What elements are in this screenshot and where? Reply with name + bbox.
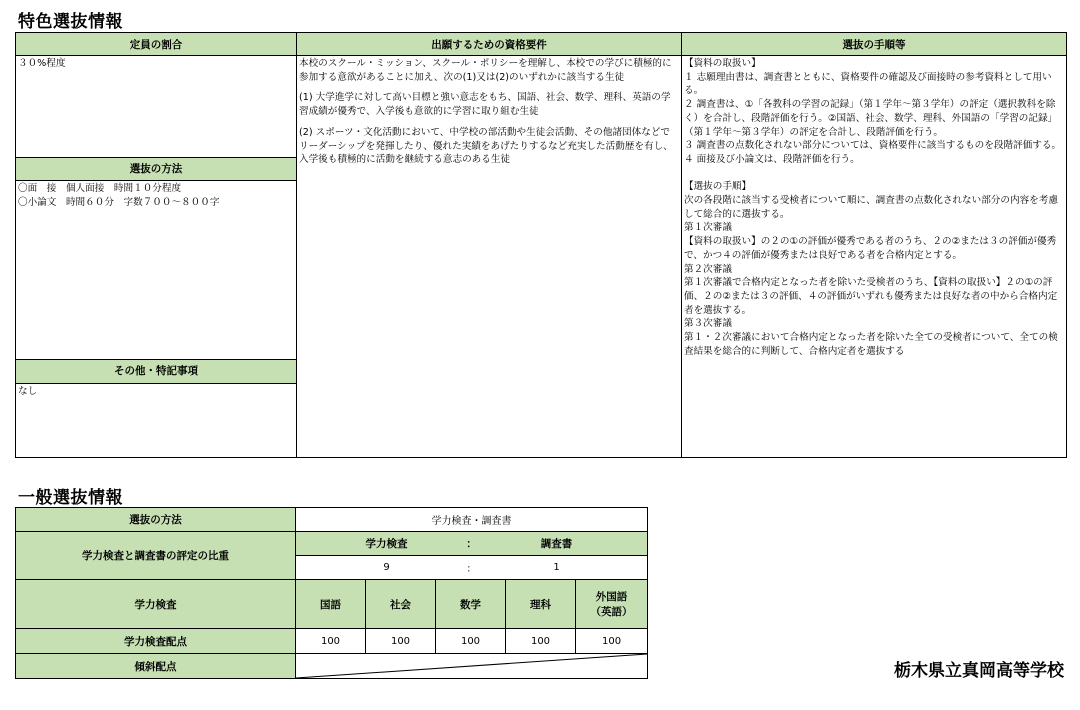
score-label: 学力検査配点 [16, 629, 296, 654]
score-social: 100 [366, 629, 436, 654]
school-name: 栃木県立真岡高等学校 [894, 661, 1064, 681]
other-value: なし [18, 386, 38, 397]
general-method-label: 選抜の方法 [16, 508, 296, 532]
requirement-1: (1) 大学進学に対して高い目標と強い意志をもち、国語、社会、数学、理科、英語の学習成績が優秀で、入学後も意欲的に学習に取り組む生徒 [299, 92, 671, 118]
general-selection-title: 一般選抜情報 [18, 488, 123, 508]
method-list [16, 181, 296, 360]
method-line-essay: 〇小論文 時間６０分 字数７００～８００字 [18, 196, 220, 208]
quota-header: 定員の割合 [16, 33, 297, 56]
method-header: 選抜の方法 [16, 158, 296, 181]
ratio-value-exam: 9 [383, 562, 390, 573]
procedure-text: 【資料の取扱い】 １ 志願理由書は、調査書とともに、資格要件の確認及び面接時の参考資料として用いる。 ２ 調査書は、①「各教科の学習の記録」（第１学年～第３学年）の評定（選択教科を除く）を合計し、段階評価を行う。②国語、社会、数学、理科、外国語の「学習の記録」（第１学年～第３学年）の評定を合計し、段階評価を行う。 ３ 調査書の点数化されない部分については、資格要件に該当するものを段階評価する。 ４ 面接及び小論文は、段階評価を行う。 【選抜の手順】 次の各段階に該当する受検者について順に、調査書の点数化されない部分の内容を考慮して総合的に選抜する。 第１次審議 【資料の取扱い】の２の①の評価が優秀である者のうち、２の②または３の評価が優秀で、かつ４の評価が優秀または良好である者を合格内定とする。 第２次審議 第１次審議で合格内定となった者を除いた受検者のうち、【資料の取扱い】２の①の評価、２の②または３の評価、４の評価がいずれも優秀または良好な者の中から合格内定者を選抜する。 第３次審議 第１・２次審議において合格内定となった者を除いた全ての受検者について、全ての検査結果を総合的に判断して、合格内定者を選抜する [682, 56, 1067, 458]
subject-english: 外国語 （英語） [576, 580, 648, 629]
ratio-head-report: 調査書 [540, 538, 573, 550]
score-english: 100 [576, 629, 648, 654]
left-column [16, 56, 297, 458]
ratio-value-report: 1 [553, 562, 560, 573]
procedure-header: 選抜の手順等 [682, 33, 1067, 56]
subject-math: 数学 [436, 580, 506, 629]
special-selection-table [15, 32, 1067, 458]
ratio-value-colon: ： [466, 564, 477, 575]
ratio-label: 学力検査と調査書の評定の比重 [16, 532, 296, 580]
score-science: 100 [506, 629, 576, 654]
slant-cell-empty [296, 654, 648, 679]
ratio-head-exam: 学力検査 [365, 538, 408, 550]
general-method-value: 学力検査・調査書 [296, 508, 648, 532]
subject-science: 理科 [506, 580, 576, 629]
score-math: 100 [436, 629, 506, 654]
ratio-colon: ： [466, 538, 477, 550]
slant-diagonal-line [296, 654, 647, 678]
special-selection-title: 特色選抜情報 [18, 12, 123, 32]
score-japanese: 100 [296, 629, 366, 654]
ratio-value-row [296, 556, 648, 580]
requirement-2: (2) スポーツ・文化活動において、中学校の部活動や生徒会活動、その他諸団体などでリーダーシップを発揮したり、優れた実績をあげたりするなど充実した活動歴を有し、入学後も積極的に活動を継続する意志のある生徒 [299, 126, 673, 166]
general-selection-table [15, 507, 648, 679]
method-line-interview: 〇面 接 個人面接 時間１０分程度 [18, 183, 182, 194]
subject-social: 社会 [366, 580, 436, 629]
ratio-header-row [296, 532, 648, 556]
quota-value: ３０%程度 [16, 56, 296, 158]
requirements-cell [297, 56, 682, 458]
other-header: その他・特記事項 [16, 360, 296, 384]
subject-japanese: 国語 [296, 580, 366, 629]
requirement-intro: 本校のスクール・ミッション、スクール・ポリシーを理解し、本校での学びに積極的に参加する意欲があることに加え、次の(1)又は(2)のいずれかに該当する生徒 [299, 58, 672, 83]
requirements-header: 出願するための資格要件 [297, 33, 682, 56]
exam-label: 学力検査 [16, 580, 296, 629]
slant-label: 傾斜配点 [16, 654, 296, 679]
